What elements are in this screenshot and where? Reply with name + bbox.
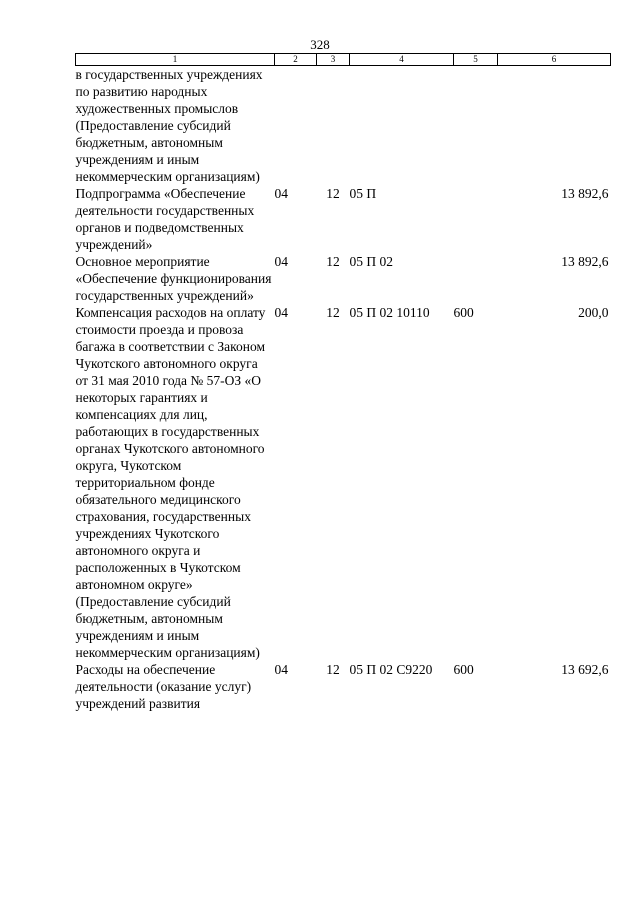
row-expense-type	[454, 253, 498, 304]
row-subsection: 12	[326, 254, 340, 269]
row-target-code: 05 П 02 10110	[349, 305, 430, 320]
table-body	[76, 66, 611, 713]
row-expense-type	[454, 66, 498, 186]
row-target-code: 05 П 02 С9220	[349, 662, 433, 677]
row-section: 04	[274, 305, 288, 320]
row-sum: 13 692,6	[561, 662, 609, 677]
row-expense-type: 600	[453, 662, 474, 677]
row-sum: 200,0	[578, 305, 609, 320]
row-sum: 13 892,6	[561, 254, 609, 269]
column-header-6: 6	[498, 54, 611, 66]
row-subsection	[317, 66, 350, 186]
row-target-code	[350, 66, 454, 186]
row-section: 04	[274, 186, 288, 201]
row-section: 04	[274, 662, 288, 677]
table-row	[76, 253, 611, 304]
row-subsection: 12	[326, 662, 340, 677]
page-number: 328	[310, 37, 330, 52]
row-name: Расходы на обеспечение деятельности (оказание услуг) учреждений развития	[75, 662, 252, 711]
row-target-code: 05 П	[349, 186, 377, 201]
column-header-4: 4	[350, 54, 454, 66]
row-expense-type: 600	[453, 305, 474, 320]
row-name: Компенсация расходов на оплату стоимости проезда и провоза багажа в соответствии с Законом Чукотского автономного округа от 31 мая 2010 года № 57-ОЗ «О некоторых гарантиях и компенсациях для лиц, работающих в государственных органах Чукотского автономного округа, Чукотском территориальном фонде обязательного медицинского страхования, государственных учреждениях Чукотского автономного округа и расположенных в Чукотском автономном округе» (Предоставление субсидий бюджетным, автономным учреждениям и иным некоммерческим организациям)	[75, 305, 266, 660]
row-name: в государственных учреждениях по развитию народных художественных промыслов (Предоставление субсидий бюджетным, автономным учреждениям и иным некоммерческим организациям)	[75, 67, 263, 184]
row-subsection: 12	[326, 305, 340, 320]
row-sum	[498, 66, 611, 186]
header-row	[76, 54, 611, 66]
row-name: Основное мероприятие «Обеспечение функционирования государственных учреждений»	[75, 254, 272, 303]
column-header-2: 2	[275, 54, 317, 66]
column-header-3: 3	[317, 54, 350, 66]
row-name: Подпрограмма «Обеспечение деятельности государственных органов и подведомственных учреждений»	[75, 186, 255, 252]
column-header-5: 5	[454, 54, 498, 66]
row-section	[275, 66, 317, 186]
column-header-1: 1	[76, 54, 275, 66]
table-row	[76, 661, 611, 712]
row-section: 04	[274, 254, 288, 269]
table-row	[76, 304, 611, 661]
table-row	[76, 66, 611, 186]
row-sum: 13 892,6	[561, 186, 609, 201]
row-subsection: 12	[326, 186, 340, 201]
table-row	[76, 185, 611, 253]
budget-table	[75, 53, 611, 712]
table-header	[76, 54, 611, 66]
row-expense-type	[454, 185, 498, 253]
row-target-code: 05 П 02	[349, 254, 393, 269]
